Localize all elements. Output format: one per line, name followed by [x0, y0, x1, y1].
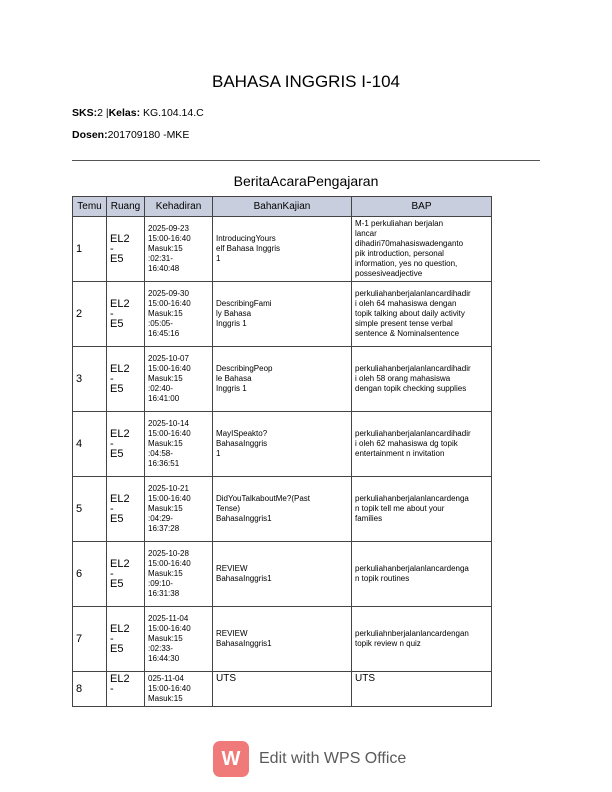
cell-temu: 6 — [73, 542, 107, 607]
cell-ruang: EL2 - E5 — [107, 412, 145, 477]
cell-ruang: EL2 - E5 — [107, 217, 145, 282]
table-header-row — [73, 197, 492, 217]
cell-ruang: EL2 - E5 — [107, 347, 145, 412]
wps-logo-icon: W — [213, 741, 249, 777]
table-row — [73, 217, 492, 282]
cell-kehadiran: 2025-10-07 15:00-16:40 Masuk:15 :02:40- 16:41:00 — [145, 347, 213, 412]
cell-temu: 5 — [73, 477, 107, 542]
cell-kehadiran: 2025-09-30 15:00-16:40 Masuk:15 :05:05- 16:45:16 — [145, 282, 213, 347]
cell-ruang: EL2 - E5 — [107, 282, 145, 347]
kelas-value: KG.104.14.C — [140, 107, 204, 119]
cell-bahan-kajian: DescribingFami ly Bahasa Inggris 1 — [213, 282, 352, 347]
cell-temu: 7 — [73, 607, 107, 672]
cell-ruang: EL2 - E5 — [107, 607, 145, 672]
table-row — [73, 282, 492, 347]
cell-bap: perkuliahanberjalanlancardihadir i oleh 58 orang mahasiswa dengan topik checking supplies — [352, 347, 492, 412]
dosen-label: Dosen: — [72, 129, 108, 141]
cell-kehadiran: 2025-10-14 15:00-16:40 Masuk:15 :04:58- 16:36:51 — [145, 412, 213, 477]
cell-kehadiran: 2025-10-21 15:00-16:40 Masuk:15 :04:29- 16:37:28 — [145, 477, 213, 542]
kelas-label: Kelas: — [108, 107, 141, 119]
document-title: BAHASA INGGRIS I-104 — [211, 72, 400, 91]
cell-bap: M-1 perkuliahan berjalan lancar dihadiri70mahasiswadenganto pik introduction, personal information, yes no question, possesiveadjective — [352, 217, 492, 282]
divider — [72, 160, 540, 161]
section-title: BeritaAcaraPengajaran — [233, 173, 379, 189]
cell-bap: perkuliahanberjalanlancardenga n topik routines — [352, 542, 492, 607]
cell-temu: 1 — [73, 217, 107, 282]
cell-ruang: EL2 - — [107, 672, 145, 707]
header-bahan-kajian: BahanKajian — [213, 197, 352, 217]
table-row — [73, 347, 492, 412]
wps-edit-banner[interactable] — [213, 740, 413, 778]
bap-table — [72, 196, 492, 707]
wps-edit-text[interactable]: Edit with WPS Office — [259, 750, 407, 767]
table-row — [73, 672, 492, 707]
cell-bap: perkuliahanberjalanlancardihadir i oleh 62 mahasiswa dg topik entertainment n invitation — [352, 412, 492, 477]
cell-temu: 2 — [73, 282, 107, 347]
cell-kehadiran: 2025-11-04 15:00-16:40 Masuk:15 :02:33- 16:44:30 — [145, 607, 213, 672]
cell-temu: 4 — [73, 412, 107, 477]
dosen-value: 201709180 -MKE — [107, 129, 190, 141]
cell-temu: 8 — [73, 672, 107, 707]
dosen-line — [72, 129, 189, 141]
header-temu: Temu — [73, 197, 107, 217]
cell-temu: 3 — [73, 347, 107, 412]
cell-ruang: EL2 - E5 — [107, 477, 145, 542]
cell-bap: perkuliahanberjalanlancardenga n topik tell me about your families — [352, 477, 492, 542]
cell-bahan-kajian: DescribingPeop le Bahasa Inggris 1 — [213, 347, 352, 412]
cell-kehadiran: 2025-10-28 15:00-16:40 Masuk:15 :09:10- 16:31:38 — [145, 542, 213, 607]
cell-bap: perkuliahanberjalanlancardihadir i oleh 64 mahasiswa dengan topik talking about daily activity simple present tense verbal sentence & Nominalsentence — [352, 282, 492, 347]
cell-bahan-kajian: UTS — [213, 672, 352, 707]
cell-bahan-kajian: REVIEW BahasaInggris1 — [213, 607, 352, 672]
cell-bap: perkuliahnberjalanlancardengan topik review n quiz — [352, 607, 492, 672]
cell-kehadiran: 2025-09-23 15:00-16:40 Masuk:15 :02:31- 16:40:48 — [145, 217, 213, 282]
header-bap: BAP — [352, 197, 492, 217]
sks-kelas-line — [72, 107, 204, 119]
header-ruang: Ruang — [107, 197, 145, 217]
sks-label: SKS: — [72, 107, 98, 119]
cell-bap: UTS — [352, 672, 492, 707]
table-row — [73, 412, 492, 477]
table-row — [73, 477, 492, 542]
header-kehadiran: Kehadiran — [145, 197, 213, 217]
cell-bahan-kajian: MayISpeakto? BahasaInggris 1 — [213, 412, 352, 477]
cell-ruang: EL2 - E5 — [107, 542, 145, 607]
table-row — [73, 607, 492, 672]
cell-bahan-kajian: DidYouTalkaboutMe?(Past Tense) BahasaInggris1 — [213, 477, 352, 542]
sks-value: 2 | — [97, 107, 109, 119]
table-row — [73, 542, 492, 607]
cell-bahan-kajian: REVIEW BahasaInggris1 — [213, 542, 352, 607]
cell-kehadiran: 025-11-04 15:00-16:40 Masuk:15 — [145, 672, 213, 707]
cell-bahan-kajian: IntroducingYours elf Bahasa Inggris 1 — [213, 217, 352, 282]
